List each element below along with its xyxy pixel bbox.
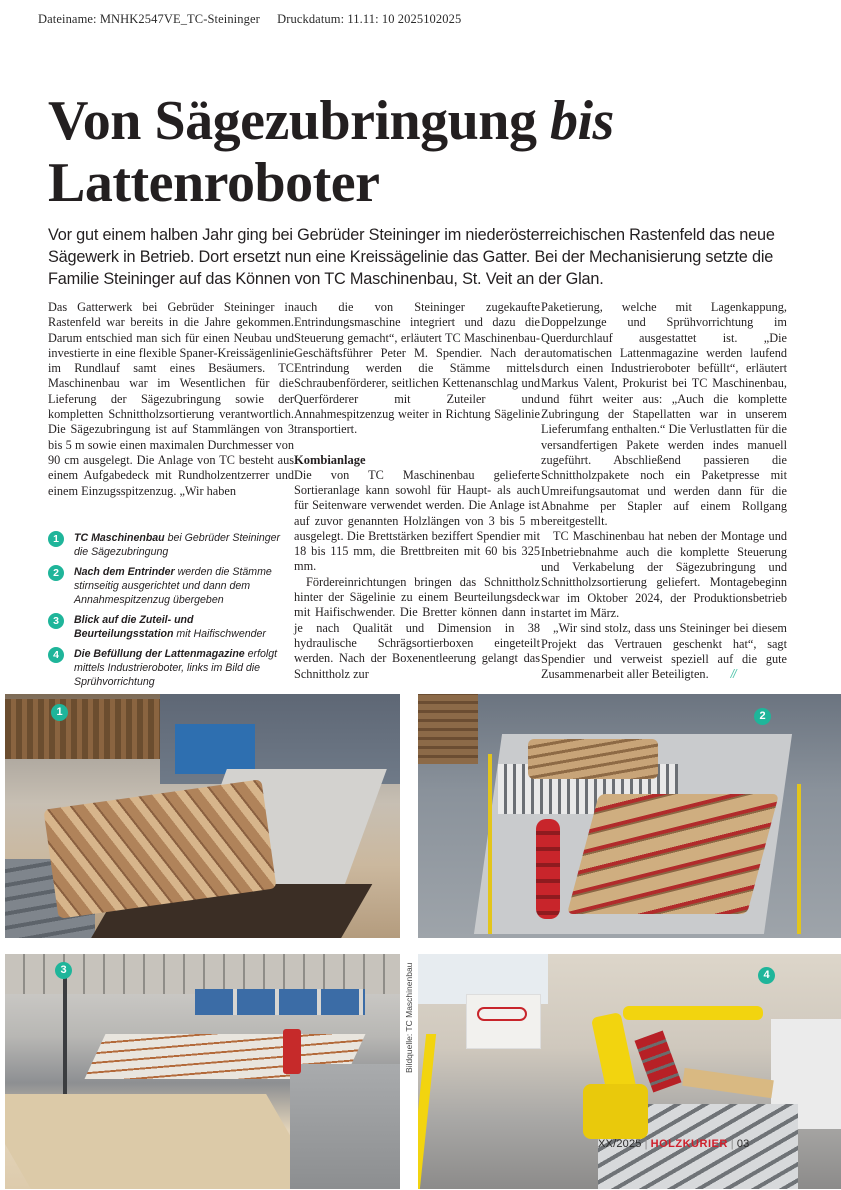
caption-bold: Die Befüllung der Lattenmagazine (74, 648, 245, 660)
end-mark: // (730, 667, 736, 682)
yellow-railing (488, 754, 492, 934)
robot-base (583, 1084, 648, 1139)
final-text: „Wir sind stolz, dass uns Steininger bei diesem Projekt das Vertrauen geschenkt hat“, sagt Spendier und verweist speziell auf die gute Zusammenarbeit aller Beteiligten. (541, 621, 787, 682)
caption-text: werden die Stämme stirnseitig ausgerichtet und dann dem Annahmespitzenzug übergeben (74, 566, 272, 606)
issue-number: XX/2025 (598, 1138, 642, 1150)
body-paragraph-final (541, 621, 787, 682)
caption-3 (48, 613, 288, 641)
print-date: Druckdatum: 11.11: 10 2025102025 (277, 12, 462, 26)
photo-captions (48, 531, 288, 695)
body-paragraph: Die von TC Maschinenbau gelieferte Sortieranlage kann sowohl für Haupt- als auch für Seitenware verwendet werden. Die Anlage ist auf zuvor genannten Holzlängen von 3 bis 5 m ausgelegt. Die Brettstärken beziffert Spendier mit 18 bis 115 mm, die Brettbreiten mit 60 bis 325 mm. (294, 467, 540, 574)
robot-upper-arm (623, 1006, 763, 1020)
photo-2-sorter (418, 694, 841, 938)
body-column-2 (294, 300, 540, 682)
photo-number-badge: 1 (51, 704, 68, 721)
logs-on-conveyor (567, 794, 779, 914)
photo-number-badge: 3 (55, 962, 72, 979)
article-lead: Vor gut einem halben Jahr ging bei Gebrüder Steininger im niederösterreichischen Rastenfeld das neue Sägewerk in Betrieb. Dort ersetzt nun eine Kreissägelinie das Gatter. Bei der Mechanisierung setzte die Familie Steininger auf das Können von TC Maschinenbau, St. Veit an der Glan. (48, 226, 775, 288)
lath-bundle (682, 1068, 774, 1098)
footer-separator: | (644, 1138, 648, 1150)
log-pile (5, 699, 165, 759)
wooden-floor (5, 1094, 324, 1189)
top-logs (528, 739, 658, 779)
photo-number-badge: 4 (758, 967, 775, 984)
page-number: 03 (736, 1138, 750, 1150)
body-column-1 (48, 300, 294, 499)
debarker-machine (175, 724, 255, 774)
caption-number-badge: 2 (48, 565, 64, 581)
body-paragraph: Fördereinrichtungen bringen das Schnittholz hinter der Sägelinie zu einem Beurteilungsdeck mit Haifischwender. Die Bretter können dann in je nach Qualität und Dimension in 38 hydraulische Schrägsortierboxen eingeteilt werden. Nach der Boxenentleerung gelangt das Schnittholz zur (294, 574, 540, 681)
caption-1 (48, 531, 288, 559)
photo-1-log-infeed (5, 694, 400, 938)
caption-4 (48, 647, 288, 689)
caption-text: bei Gebrüder Steininger die Sägezubringung (74, 532, 281, 558)
monitor-screens (195, 989, 365, 1015)
print-info (38, 12, 461, 27)
body-paragraph: TC Maschinenbau hat neben der Montage und Inbetriebnahme auch die komplette Steuerung und Verkabelung der Sägezubringung und Schnittholzsortierung geliefert. Montagebeginn war im Oktober 2024, der Produktionsbetrieb startet im März. (541, 529, 787, 620)
headline-italic: bis (549, 90, 614, 152)
sign-logo (477, 1007, 527, 1021)
red-motor (283, 1029, 301, 1074)
article-headline (48, 90, 808, 214)
photo-3-grading-station (5, 954, 400, 1189)
headline-part1: Von Sägezubringung (48, 90, 550, 152)
page-footer (598, 1138, 749, 1150)
caption-2 (48, 565, 288, 607)
body-paragraph: Das Gatterwerk bei Gebrüder Steininger in Rastenfeld war bereits in die Jahre gekommen. Darum entschied man sich für einen Neubau und investierte in eine flexible Spaner-Kreissägenlinie im Rundlauf samt eines Besäumers. TC Maschinenbau war im Wesentlichen für die Lieferung der Sägezubringung sowie der kompletten Schnittholzsortierung verantwortlich. Die Sägezubringung ist auf Stammlängen von 3 bis 5 m sowie einen maximalen Durchmesser von 90 cm ausgelegt. Die Anlage von TC besteht aus einem Aufgabedeck mit Rundholzentzerrer und einem Einzugsspitzenzug. „Wir haben (48, 300, 294, 498)
caption-text: mit Haifischwender (173, 628, 266, 640)
caption-number-badge: 3 (48, 613, 64, 629)
company-sign (466, 994, 541, 1049)
body-column-3 (541, 300, 787, 682)
print-filename: Dateiname: MNHK2547VE_TC-Steininger (38, 12, 260, 26)
body-paragraph: Paketierung, welche mit Lagenkappung, Doppelzunge und Sprühvorrichtung im Querdurchlauf ausgestattet ist. „Die automatischen Lattenmagazine werden laufend durch einen Industrieroboter befüllt“, erläutert Markus Valent, Prokurist bei TC Maschinenbau, und führt weiter aus: „Auch die komplette Zubringung der Stapellatten war in unserem Lieferumfang enthalten.“ Die Verlustlatten für die versandfertigen Pakete werden indes manuell zugeführt. Abschließend passieren die Schnittholzpakete noch ein Paketpresse mit Umreifungsautomat und werden dann für die Abnahme per Stapler auf einem Rollgang bereitgestellt. (541, 300, 787, 529)
yellow-railing (797, 784, 801, 934)
body-paragraph: auch die von Steininger zugekaufte Entrindungsmaschine integriert und dazu die Steuerung gemacht“, erläutert TC Maschinenbau-Geschäftsführer Peter M. Spendier. Nach der Entrindung werden die Stämme mittels Schraubenförderer, seitlichen Kettenanschlag und Querförderer mit Zuteiler und Annahmespitzenzug weiter in Richtung Sägelinie transportiert. (294, 300, 540, 437)
sorting-machine (290, 1064, 400, 1189)
caption-bold: TC Maschinenbau (74, 532, 165, 544)
red-rollers (536, 819, 560, 919)
yellow-post (418, 1034, 436, 1189)
subheading: Kombianlage (294, 452, 366, 467)
caption-bold: Blick auf die Zuteil- und Beurteilungsstation (74, 614, 194, 640)
photo-number-badge: 2 (754, 708, 771, 725)
footer-separator: | (730, 1138, 734, 1150)
lumber-stack (418, 694, 478, 764)
caption-number-badge: 1 (48, 531, 64, 547)
magazine-brand: HOLZKURIER (650, 1138, 728, 1150)
caption-number-badge: 4 (48, 647, 64, 663)
caption-text: erfolgt mittels Industrieroboter, links im Bild die Sprühvorrichtung (74, 648, 278, 688)
photo-credit-text: Bildquelle: TC Maschinenbau (404, 962, 414, 1073)
photo-credit (404, 955, 416, 1185)
support-pole (63, 974, 67, 1104)
photo-4-robot (418, 954, 841, 1189)
headline-part2: Lattenroboter (48, 152, 380, 214)
caption-bold: Nach dem Entrinder (74, 566, 175, 578)
